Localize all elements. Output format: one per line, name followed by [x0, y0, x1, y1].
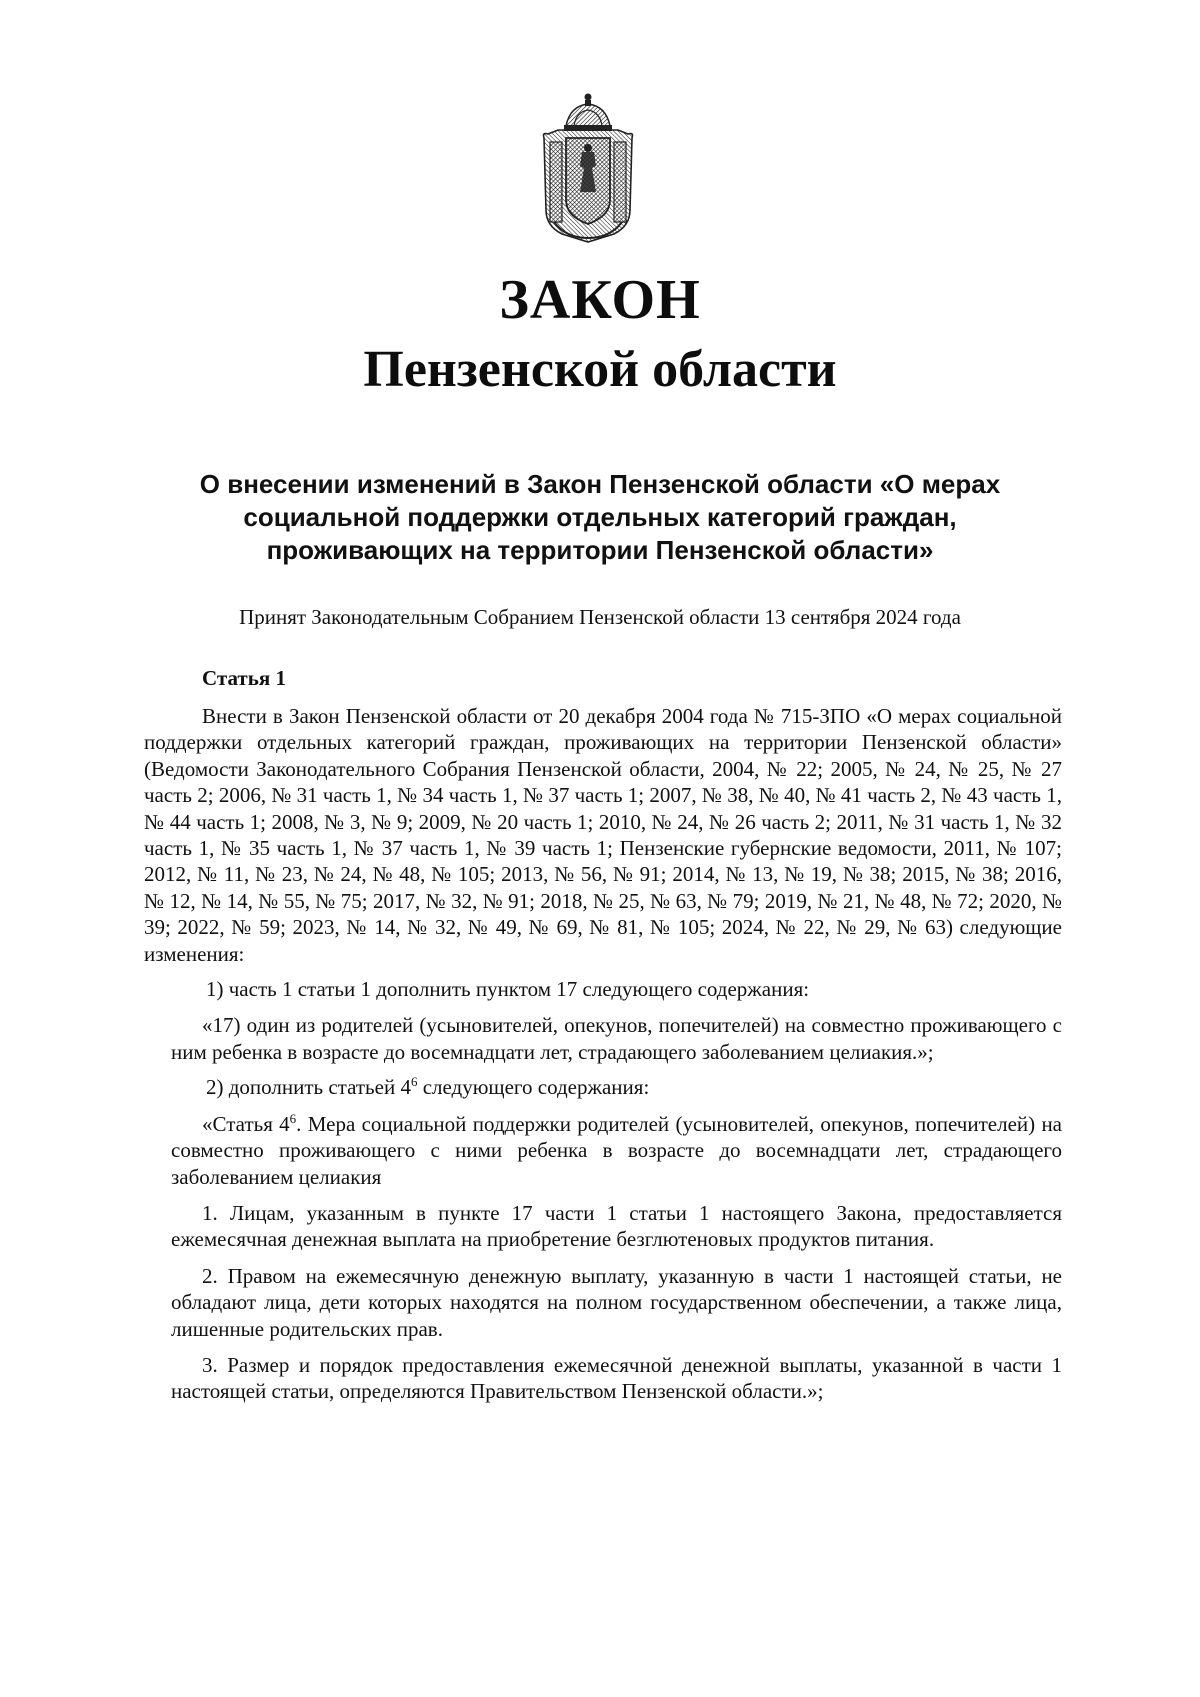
article-body	[144, 665, 1062, 1405]
amendment-item-1-text: «17) один из родителей (усыновителей, опекунов, попечителей) на совместно проживающего с ним ребенка в возрасте до восемнадцати лет, страдающего заболеванием целиакия.»;	[171, 1013, 1062, 1064]
new-article-title	[171, 1111, 1062, 1190]
article-heading: Статья 1	[202, 666, 286, 690]
law-subject: О внесении изменений в Закон Пензенской области «О мерах социальной поддержки отдельных категорий граждан, проживающих на территории Пензенской области»	[199, 469, 1001, 565]
amendment-item-2-text: 2) дополнить статьей 4	[206, 1075, 411, 1100]
law-title: ЗАКОН	[499, 269, 701, 331]
new-article-title-start: «Статья 4	[202, 1111, 290, 1136]
amendment-item-2	[144, 1074, 1062, 1100]
new-article-part-3: 3. Размер и порядок предоставления ежемесячной денежной выплаты, указанной в части 1 настоящей статьи, определяются Правительством Пензенской области.»;	[171, 1352, 1062, 1404]
new-article-title-rest: . Мера социальной поддержки родителей (усыновителей, опекунов, попечителей) на совместно проживающего с ними ребенка в возрасте до восемнадцати лет, страдающего заболеванием целиакия	[171, 1111, 1063, 1189]
coat-of-arms-icon	[536, 92, 640, 244]
amendment-item-2-tail: следующего содержания:	[417, 1075, 650, 1100]
new-article-part-2: 2. Правом на ежемесячную денежную выплату, указанную в части 1 настоящей статьи, не обладают лица, дети которых находятся на полном государственном обеспечении, а также лица, лишенные родительских прав.	[171, 1263, 1062, 1341]
article-intro: Внести в Закон Пензенской области от 20 декабря 2004 года № 715-ЗПО «О мерах социальной поддержки отдельных категорий граждан, проживающих на территории Пензенской области» (Ведомости Законодательного Собрания Пензенской области, 2004, № 22; 2005, № 24, № 25, № 27 часть 2; 2006, № 31 часть 1, № 34 часть 1, № 37 часть 1; 2007, № 38, № 40, № 41 часть 2, № 43 часть 1, № 44 часть 1; 2008, № 3, № 9; 2009, № 20 часть 1; 2010, № 24, № 26 часть 2; 2011, № 31 часть 1, № 32 часть 1, № 35 часть 1, № 37 часть 1, № 39 часть 1; Пензенские губернские ведомости, 2011, № 107; 2012, № 11, № 23, № 24, № 48, № 105; 2013, № 56, № 91; 2014, № 13, № 19, № 38; 2015, № 38; 2016, № 12, № 14, № 55, № 75; 2017, № 32, № 91; 2018, № 25, № 63, № 79; 2019, № 21, № 48, № 72; 2020, № 39; 2022, № 59; 2023, № 14, № 32, № 49, № 69, № 81, № 105; 2024, № 22, № 29, № 63) следующие изменения:	[144, 704, 1062, 966]
adoption-note: Принят Законодательным Собранием Пензенской области 13 сентября 2024 года	[239, 605, 961, 629]
amendment-item-2-sup: 6	[410, 1074, 418, 1090]
amendment-item-1: 1) часть 1 статьи 1 дополнить пунктом 17 следующего содержания:	[206, 977, 810, 1002]
new-article-part-1: 1. Лицам, указанным в пункте 17 части 1 статьи 1 настоящего Закона, предоставляется ежемесячная денежная выплата на приобретение безглютеновых продуктов питания.	[171, 1200, 1062, 1252]
law-region: Пензенской области	[363, 341, 837, 398]
new-article-title-sup: 6	[289, 1110, 297, 1126]
